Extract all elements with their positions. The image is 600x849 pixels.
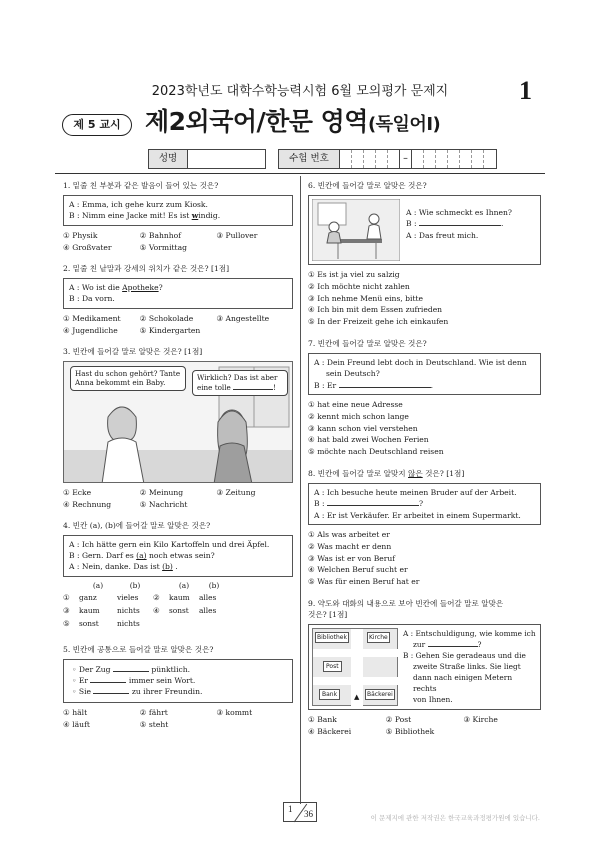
text: ?: [158, 282, 163, 292]
option-number[interactable]: ②: [153, 593, 160, 603]
dialogue-box: [308, 195, 541, 265]
map-label-church: Kirche: [369, 633, 388, 641]
option[interactable]: ③ Zeitung: [216, 487, 256, 497]
dialogue-box: [308, 483, 541, 525]
option[interactable]: ① Als was arbeitet er: [308, 530, 390, 539]
text: A : Nein, danke. Das ist: [69, 562, 163, 572]
dialogue-lines: [400, 199, 537, 261]
speech-bubble-left: Hast du schon gehört? Tante Anna bekommt ein Baby.: [70, 366, 186, 391]
subject-main: 제2외국어/한문 영역: [145, 107, 368, 136]
text: zu ihrer Freundin.: [129, 687, 203, 697]
speech-bubble-right: [192, 370, 288, 396]
option[interactable]: ① hat eine neue Adresse: [308, 400, 403, 409]
option[interactable]: ③ Angestellte: [216, 313, 270, 323]
option[interactable]: ① hält: [63, 707, 88, 717]
exam-title: 2023학년도 대학수학능력시험 6월 모의평가 문제지: [151, 84, 449, 99]
dialogue-box: [308, 353, 541, 395]
option-b: nichts: [117, 618, 140, 628]
option[interactable]: ③ kommt: [216, 707, 253, 717]
col-head-a: (a): [92, 580, 104, 590]
dialogue-line: A : Er ist Verkäufer. Er arbeitet in einem Supermarkt.: [314, 510, 521, 520]
answer-options: [308, 714, 541, 737]
blank: [93, 686, 129, 694]
option[interactable]: ④ hat bald zwei Wochen Ferien: [308, 435, 429, 445]
question-title: 1. 밑줄 친 부분과 같은 발음이 들어 있는 것은?: [63, 181, 219, 190]
map-dialogue-box: [308, 624, 541, 710]
question-title: 6. 빈칸에 들어갈 말로 알맞은 것은?: [308, 181, 427, 190]
text: ?: [418, 499, 424, 509]
question-title: 2. 밑줄 친 낱말과 강세의 위치가 같은 것은? [1점]: [63, 263, 230, 273]
answer-options: [63, 487, 293, 510]
blank: [327, 498, 419, 506]
option-b: vieles: [117, 593, 139, 603]
map-label-bank: Bank: [319, 689, 340, 700]
dialogue-line: [69, 282, 287, 293]
restaurant-illustration: [312, 199, 400, 261]
dialogue-line: A : Ich hätte gern ein Kilo Kartoffeln und drei Äpfel.: [69, 539, 270, 549]
underlined-word: 않은: [408, 468, 423, 478]
street-map: [312, 628, 398, 706]
text: .: [430, 380, 433, 390]
ab-options-table: [63, 581, 293, 630]
page-marker: 1: [519, 76, 532, 105]
bubble-line: Wirklich? Das ist aber: [197, 372, 278, 382]
page-total: 36: [304, 808, 313, 819]
option[interactable]: ② Bahnhof: [139, 230, 182, 240]
option[interactable]: ④ läuft: [63, 719, 90, 729]
col-head-b: (b): [208, 580, 220, 590]
dialogue-line: von Ihnen.: [413, 695, 453, 705]
text: indig.: [198, 211, 221, 221]
option[interactable]: ⑤ möchte nach Deutschland reisen: [308, 447, 444, 457]
text: B :: [406, 219, 417, 229]
number-cell: [388, 150, 400, 168]
option[interactable]: ① Es ist ja viel zu salzig: [308, 270, 400, 279]
option-b: alles: [199, 593, 217, 603]
map-label-post: Post: [323, 661, 342, 672]
answer-options: [63, 707, 293, 730]
blank: [419, 218, 504, 229]
dialogue-box: [63, 278, 293, 309]
dialogue-box: [63, 535, 293, 577]
number-cell: [352, 150, 364, 168]
blank: [233, 382, 273, 390]
dialogue-line: sein Deutsch?: [326, 369, 380, 379]
option-a: sonst: [79, 618, 99, 628]
number-field[interactable]: [340, 149, 497, 169]
dialogue-line: A : Wie schmeckt es Ihnen?: [406, 208, 512, 217]
number-cell: [424, 150, 436, 168]
dialogue-line: A : Entschuldigung, wie komme ich: [403, 628, 536, 638]
option-a: kaum: [79, 606, 100, 616]
copyright-note: 이 문제지에 관한 저작권은 한국교육과정평가원에 있습니다.: [370, 814, 540, 822]
option-number[interactable]: ④: [153, 606, 160, 616]
title-line: 것은? [1점]: [308, 609, 348, 619]
answer-options: [63, 313, 293, 336]
text: noch etwas sein?: [146, 550, 215, 560]
text: B : Nimm eine Jacke mit! Es ist: [69, 211, 192, 221]
question-title: 5. 빈칸에 공통으로 들어갈 말로 알맞은 것은?: [63, 644, 214, 654]
dialogue-line: A : Emma, ich gehe kurz zum Kiosk.: [69, 200, 208, 209]
option[interactable]: ① Physik: [63, 230, 98, 240]
dialogue-line: [406, 218, 537, 229]
dialogue-line: [69, 561, 287, 572]
col-head-a: (a): [178, 580, 190, 590]
title-line: 9. 약도와 대화의 내용으로 보아 빈칸에 들어갈 말로 알맞은: [308, 598, 504, 608]
street: [313, 677, 399, 685]
option[interactable]: ⑤ Vormittag: [139, 242, 187, 252]
text: B :: [314, 499, 325, 509]
underlined-letter: w: [191, 211, 199, 221]
option[interactable]: ⑤ Nachricht: [139, 499, 188, 509]
dialogue-lines: [398, 628, 537, 706]
col-head-b: (b): [129, 580, 141, 590]
option-number[interactable]: ①: [63, 593, 70, 603]
sentence-box: [63, 659, 293, 703]
text: 8. 빈칸에 들어갈 말로 알맞지: [308, 468, 409, 478]
dialogue-line: A : Ich besuche heute meinen Bruder auf der Arbeit.: [314, 487, 517, 497]
text: 것은? [1점]: [422, 468, 465, 478]
option[interactable]: ② kennt mich schon lange: [308, 411, 409, 421]
option[interactable]: ② Was macht er denn: [308, 541, 392, 551]
option[interactable]: ④ Ich bin mit dem Essen zufrieden: [308, 305, 443, 315]
column-divider: [300, 176, 301, 804]
name-label: 성명: [148, 149, 188, 169]
answer-options: [308, 529, 541, 588]
question-2: [63, 263, 293, 336]
number-cell: [376, 150, 388, 168]
number-cell: [364, 150, 376, 168]
option-number[interactable]: ⑤: [63, 618, 70, 628]
option[interactable]: ③ Kirche: [463, 714, 498, 724]
period-badge: 제 5 교시: [62, 114, 132, 136]
option[interactable]: ② Schokolade: [139, 313, 194, 323]
option[interactable]: ④ Großvater: [63, 242, 112, 252]
text: immer sein Wort.: [126, 676, 196, 686]
text: eine tolle: [197, 383, 231, 393]
option-b: nichts: [117, 606, 140, 616]
illustration-two-women: [63, 361, 293, 483]
question-3: [63, 346, 293, 510]
right-column: [308, 180, 541, 747]
option-b: alles: [199, 606, 217, 616]
dialogue-line: zweite Straße links. Sie liegt: [413, 662, 521, 672]
page-number: [283, 802, 317, 822]
underlined-word: Apotheke: [122, 282, 159, 292]
option[interactable]: ④ Rechnung: [63, 499, 112, 509]
option[interactable]: ① Medikament: [63, 313, 121, 323]
blank: [339, 380, 431, 388]
blank: [428, 639, 478, 647]
text: B : Er: [314, 380, 337, 390]
map-label-bakery: Bäckerei: [367, 690, 393, 698]
text: .: [172, 562, 178, 572]
dialogue-line: dann nach einigen Metern rechts: [413, 673, 513, 694]
text: ◦ Sie: [72, 687, 94, 697]
question-5: [63, 644, 293, 730]
number-label: 수험 번호: [278, 149, 340, 169]
number-cell: [472, 150, 484, 168]
number-cell: [412, 150, 424, 168]
dialogue-line: B : Gehen Sie geradeaus und die: [403, 651, 526, 661]
option-number[interactable]: ③: [63, 606, 70, 616]
text: ?: [477, 639, 482, 649]
blank-b: (b): [162, 562, 173, 572]
dialogue-line: [69, 550, 287, 561]
number-cell: [484, 150, 496, 168]
blank-a: (a): [136, 550, 147, 560]
option[interactable]: ② fährt: [139, 707, 168, 717]
question-8: [308, 468, 541, 588]
question-1: [63, 180, 293, 253]
question-title: 4. 빈칸 (a), (b)에 들어갈 말로 알맞은 것은?: [63, 520, 211, 530]
option-a: sonst: [169, 606, 189, 616]
option[interactable]: ① Bank: [308, 714, 337, 724]
option[interactable]: ③ kann schon viel verstehen: [308, 423, 418, 433]
text: B : Gern. Darf es: [69, 550, 137, 560]
option[interactable]: ⑤ Bibliothek: [385, 726, 435, 736]
text: !: [273, 383, 276, 393]
option[interactable]: ④ Bäckerei: [308, 726, 352, 736]
question-9: [308, 598, 541, 737]
answer-options: [308, 269, 541, 328]
text: ◦ Er: [72, 676, 91, 686]
number-cell: [460, 150, 472, 168]
option[interactable]: ⑤ steht: [139, 719, 169, 729]
dialogue-line: B : Da vorn.: [69, 294, 115, 304]
dialogue-line: [69, 210, 287, 221]
option[interactable]: ① Ecke: [63, 487, 92, 497]
option[interactable]: ⑤ Kindergarten: [139, 325, 201, 335]
left-column: [63, 180, 293, 740]
sentence-line: [72, 675, 284, 686]
option[interactable]: ⑤ In der Freizeit gehe ich einkaufen: [308, 317, 449, 327]
blank: [90, 675, 126, 683]
option[interactable]: ② Post: [385, 714, 412, 724]
text: ◦ Der Zug: [72, 664, 113, 674]
bubble-line: [197, 382, 283, 393]
subject-sub: (독일어Ⅰ): [367, 114, 441, 135]
street: [313, 649, 399, 657]
option[interactable]: ⑤ Was für einen Beruf hat er: [308, 577, 420, 587]
question-title: [308, 598, 541, 620]
text: zur: [413, 639, 428, 649]
number-cell: [436, 150, 448, 168]
question-title: [308, 468, 541, 479]
name-field[interactable]: [188, 149, 266, 169]
dialogue-line: [314, 380, 535, 391]
subject-title: [145, 104, 440, 140]
question-6: [308, 180, 541, 328]
option[interactable]: ④ Welchen Beruf sucht er: [308, 565, 408, 575]
dialogue-line: [403, 639, 537, 650]
answer-options: [63, 230, 293, 253]
number-dash: –: [400, 150, 412, 168]
person-arrow-icon: ▲: [354, 692, 360, 701]
text: A : Wo ist die: [69, 282, 123, 292]
option[interactable]: ② Ich möchte nicht zahlen: [308, 281, 410, 291]
dialogue-line: [314, 498, 535, 509]
option-a: kaum: [169, 593, 190, 603]
sentence-line: [72, 686, 284, 697]
option-a: ganz: [79, 593, 97, 603]
question-title: 7. 빈칸에 들어갈 말로 알맞은 것은?: [308, 338, 427, 348]
question-4: [63, 520, 293, 630]
option[interactable]: ③ Ich nehme Menü eins, bitte: [308, 293, 424, 303]
option[interactable]: ④ Jugendliche: [63, 325, 118, 335]
answer-options: [308, 399, 541, 458]
number-cell: [340, 150, 352, 168]
candidate-id-row: [148, 149, 497, 169]
dialogue-box: [63, 195, 293, 226]
map-label-library: Bibliothek: [317, 633, 347, 641]
sentence-line: [72, 664, 284, 675]
blank: [113, 664, 149, 672]
text: .: [500, 219, 504, 229]
option[interactable]: ③ Pullover: [216, 230, 258, 240]
dialogue-line: A : Das freut mich.: [406, 230, 479, 240]
header-divider: [55, 173, 545, 174]
text: pünktlich.: [148, 664, 191, 674]
dialogue-line: A : Dein Freund lebt doch in Deutschland. Wie ist denn: [314, 357, 527, 367]
number-cell: [448, 150, 460, 168]
page-current: 1: [288, 804, 293, 814]
question-title: 3. 빈칸에 들어갈 말로 알맞은 것은? [1점]: [63, 346, 203, 356]
question-7: [308, 338, 541, 458]
option[interactable]: ② Meinung: [139, 487, 184, 497]
option[interactable]: ③ Was ist er von Beruf: [308, 553, 396, 563]
